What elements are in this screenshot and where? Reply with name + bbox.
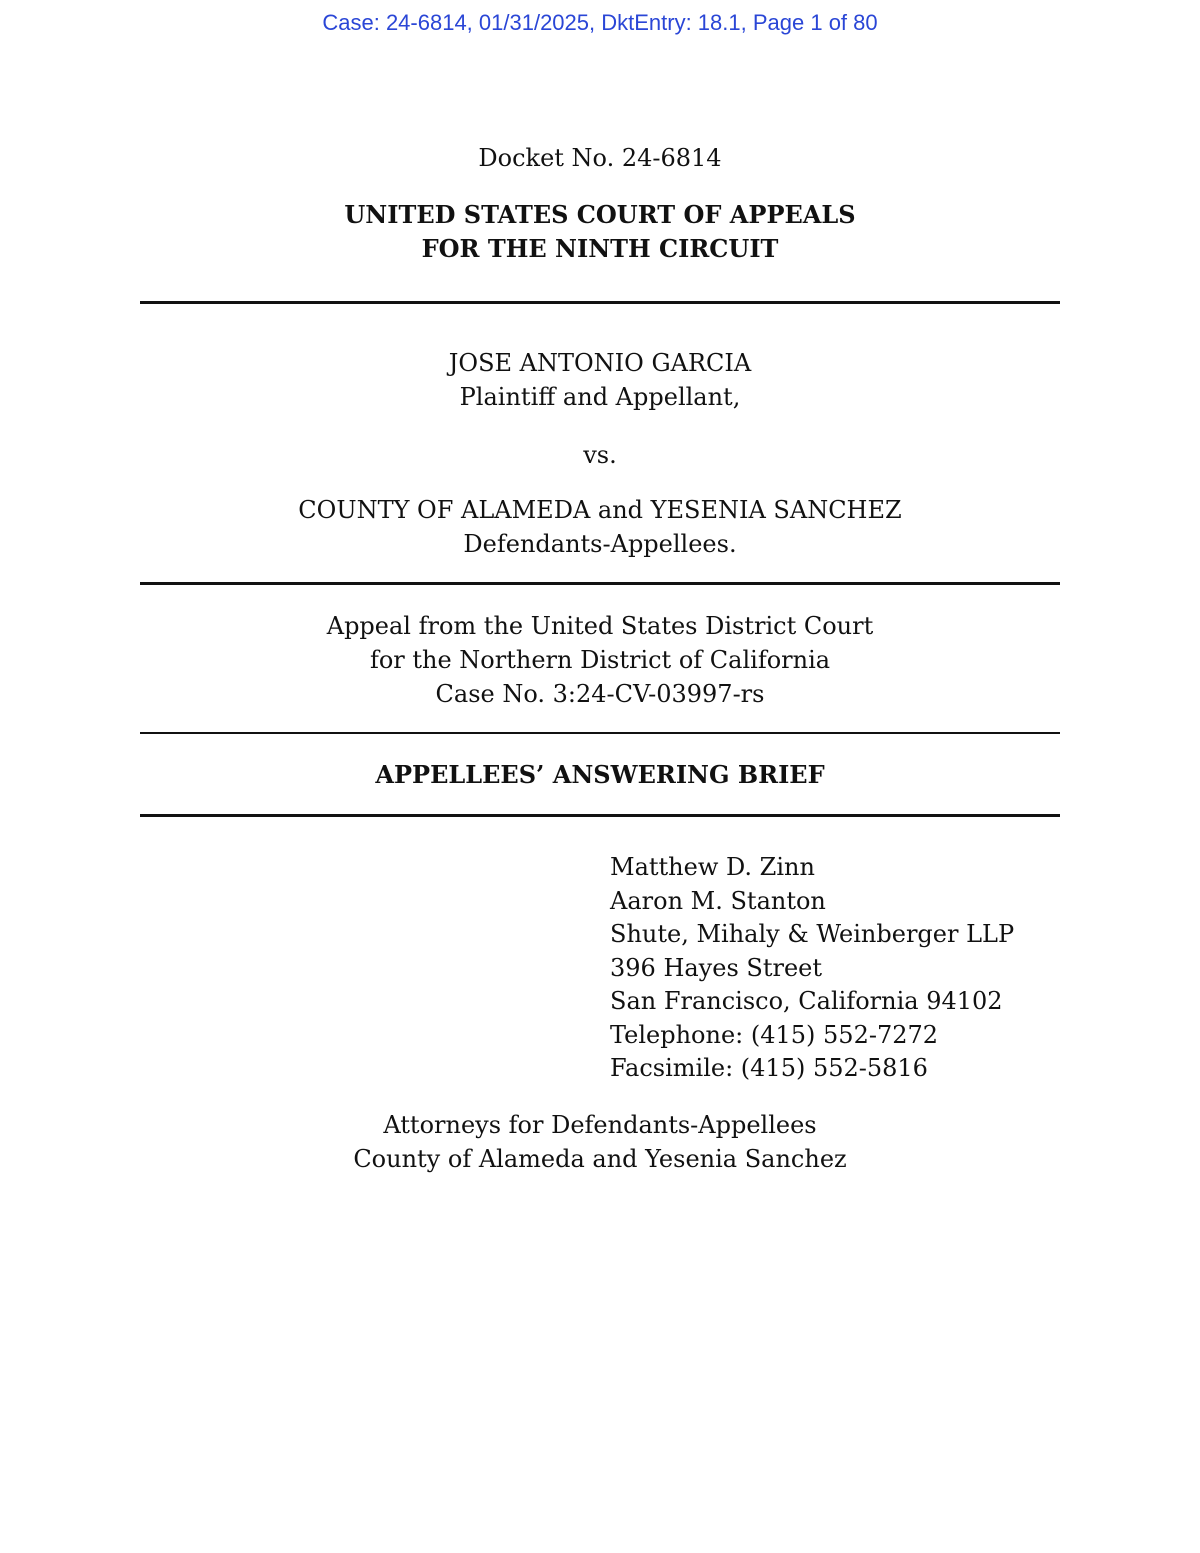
city-state-zip: San Francisco, California 94102 xyxy=(610,987,1003,1015)
attorneys-for-line-2: County of Alameda and Yesenia Sanchez xyxy=(353,1145,847,1173)
street-address: 396 Hayes Street xyxy=(610,953,822,982)
defendants-block xyxy=(140,493,1060,561)
counsel-block xyxy=(610,851,1014,1086)
defendants-name: COUNTY OF ALAMEDA and YESENIA SANCHEZ xyxy=(298,496,902,524)
facsimile: Facsimile: (415) 552-5816 xyxy=(610,1054,928,1082)
divider-1 xyxy=(140,301,1060,304)
court-name-line-2: FOR THE NINTH CIRCUIT xyxy=(421,234,779,263)
brief-title xyxy=(140,758,1060,792)
ecf-filing-header: Case: 24-6814, 01/31/2025, DktEntry: 18.1, Page 1 of 80 xyxy=(322,10,878,35)
telephone: Telephone: (415) 552-7272 xyxy=(610,1020,939,1049)
appeal-origin xyxy=(140,609,1060,711)
attorney-1: Matthew D. Zinn xyxy=(610,853,815,881)
brief-title-text: APPELLEES’ ANSWERING BRIEF xyxy=(375,760,825,789)
versus-text: vs. xyxy=(583,441,617,469)
divider-2 xyxy=(140,582,1060,585)
court-name xyxy=(140,198,1060,266)
appeal-line-2: for the Northern District of California xyxy=(369,646,831,674)
plaintiff-block xyxy=(140,346,1060,414)
law-firm: Shute, Mihaly & Weinberger LLP xyxy=(610,920,1015,948)
versus xyxy=(140,438,1060,472)
docket-number xyxy=(140,141,1060,175)
court-name-line-1: UNITED STATES COURT OF APPEALS xyxy=(344,200,856,229)
attorney-2: Aaron M. Stanton xyxy=(610,886,826,915)
docket-number-text: Docket No. 24-6814 xyxy=(478,144,722,172)
divider-4 xyxy=(140,814,1060,817)
plaintiff-role: Plaintiff and Appellant, xyxy=(459,383,741,411)
appeal-line-1: Appeal from the United States District Court xyxy=(326,612,874,640)
divider-3 xyxy=(140,732,1060,734)
plaintiff-name: JOSE ANTONIO GARCIA xyxy=(448,349,752,377)
attorneys-for-line-1: Attorneys for Defendants-Appellees xyxy=(383,1111,817,1139)
defendants-role: Defendants-Appellees. xyxy=(463,530,737,558)
appeal-case-number: Case No. 3:24-CV-03997-rs xyxy=(435,680,765,708)
attorneys-for xyxy=(140,1108,1060,1176)
